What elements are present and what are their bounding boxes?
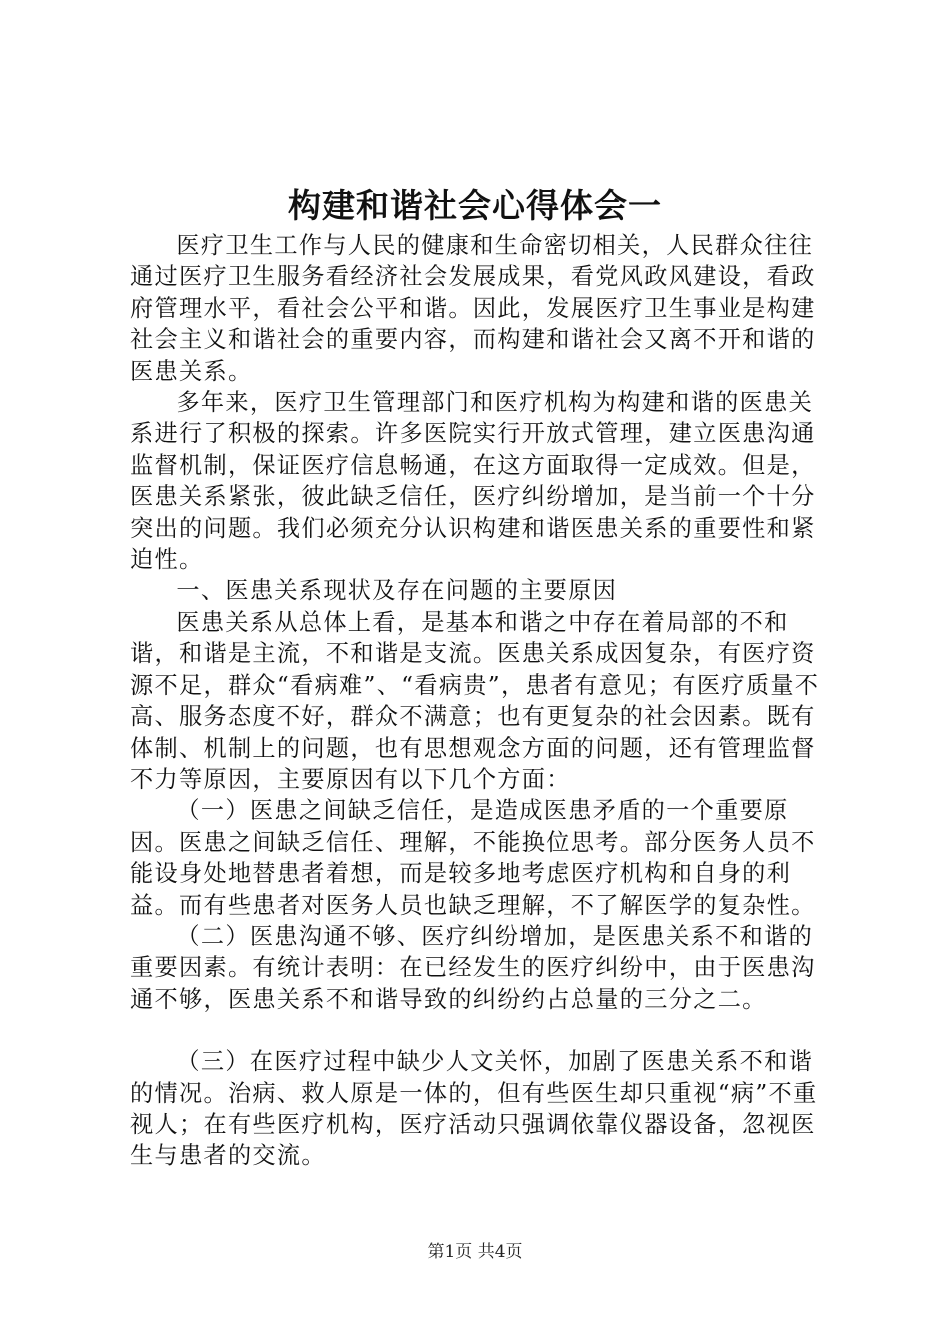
document-title: 构建和谐社会心得体会一 [288, 186, 662, 225]
paragraph-reason-1: （一）医患之间缺乏信任，是造成医患矛盾的一个重要原因。医患之间缺乏信任、理解，不能换位思考。部分医务人员不能设身处地替患者着想，而是较多地考虑医疗机构和自身的利益。而有些患者对医务人员也缺乏理解，不了解医学的复杂性。 [130, 797, 816, 919]
paragraph-reason-2: （二）医患沟通不够、医疗纠纷增加，是医患关系不和谐的重要因素。有统计表明：在已经发生的医疗纠纷中，由于医患沟通不够，医患关系不和谐导致的纠纷约占总量的三分之二。 [130, 922, 816, 1013]
paragraph-reason-3: （三）在医疗过程中缺少人文关怀，加剧了医患关系不和谐的情况。治病、救人原是一体的，但有些医生却只重视“病”不重视人；在有些医疗机构，医疗活动只强调依靠仪器设备，忽视医生与患者的交流。 [130, 1048, 818, 1170]
document-body [130, 230, 836, 1172]
paragraph-intro: 医疗卫生工作与人民的健康和生命密切相关，人民群众往往通过医疗卫生服务看经济社会发展成果，看党风政风建设，看政府管理水平，看社会公平和谐。因此，发展医疗卫生事业是构建社会主义和谐社会的重要内容，而构建和谐社会又离不开和谐的医患关系。 [130, 232, 816, 385]
section-heading: 一、医患关系现状及存在问题的主要原因 [176, 577, 618, 605]
paragraph-overview: 医患关系从总体上看，是基本和谐之中存在着局部的不和谐，和谐是主流，不和谐是支流。医患关系成因复杂，有医疗资源不足，群众“看病难”、“看病贵”，患者有意见；有医疗质量不高、服务态度不好，群众不满意；也有更复杂的社会因素。既有体制、机制上的问题，也有思想观念方面的问题，还有管理监督不力等原因，主要原因有以下几个方面： [130, 608, 820, 793]
page-number-footer: 第1页 共4页 [427, 1242, 523, 1262]
paragraph-exploration: 多年来，医疗卫生管理部门和医疗机构为构建和谐的医患关系进行了积极的探索。许多医院实行开放式管理，建立医患沟通监督机制，保证医疗信息畅通，在这方面取得一定成效。但是，医患关系紧张，彼此缺乏信任，医疗纠纷增加，是当前一个十分突出的问题。我们必须充分认识构建和谐医患关系的重要性和紧迫性。 [130, 389, 816, 574]
